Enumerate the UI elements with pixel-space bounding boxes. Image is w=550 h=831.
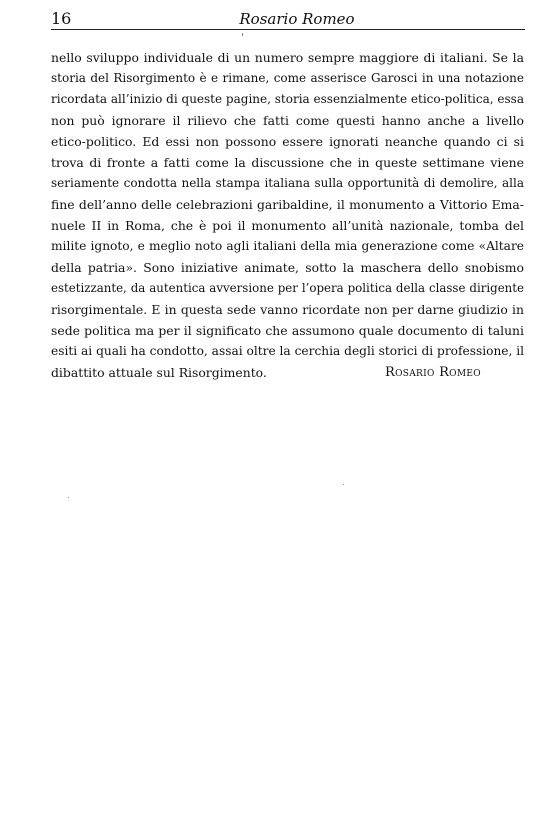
scan-speck	[343, 484, 344, 485]
body-paragraph	[51, 47, 524, 383]
text-line: sede politica ma per il significato che assumono quale documento di taluni	[51, 323, 524, 338]
text-line: milite ignoto, e meglio noto agli italiani della mia generazione come «Altare	[51, 239, 524, 253]
page-number: 16	[51, 9, 72, 28]
text-line: fine dell’anno delle celebrazioni garibaldine, il monumento a Vittorio Ema-	[51, 197, 524, 212]
header-rule	[51, 29, 525, 30]
page-header	[51, 10, 525, 29]
author-signature: Rosario Romeo	[385, 365, 481, 380]
text-line: risorgimentale. E in questa sede vanno ricordate non per darne giudizio in	[51, 302, 524, 317]
text-line: trova di fronte a fatti come la discussione che in queste settimane viene	[51, 155, 524, 170]
text-line: nello sviluppo individuale di un numero sempre maggiore di italiani. Se la	[51, 50, 524, 65]
text-line: esiti ai quali ha condotto, assai oltre la cerchia degli storici di professione, il	[51, 344, 525, 358]
running-title: Rosario Romeo	[239, 10, 355, 28]
text-line: seriamente condotta nella stampa italiana sulla opportunità di demolire, alla	[51, 176, 524, 190]
scan-speck	[68, 497, 69, 498]
text-line: storia del Risorgimento è e rimane, come asserisce Garosci in una notazione	[51, 71, 524, 85]
text-line: nuele II in Roma, che è poi il monumento all’unità nazionale, tomba del	[51, 218, 524, 233]
text-line: etico-politico. Ed essi non possono essere ignorati neanche quando ci si	[51, 134, 524, 149]
text-line: non può ignorare il rilievo che fatti come questi hanno anche a livello	[51, 113, 524, 128]
scan-speck	[242, 33, 243, 36]
text-line: della patria». Sono iniziative animate, sotto la maschera dello snobismo	[51, 260, 524, 275]
text-line: dibattito attuale sul Risorgimento.	[51, 365, 267, 380]
text-line: estetizzante, da autentica avversione per l’opera politica della classe dirigente	[51, 281, 524, 295]
text-line: ricordata all’inizio di queste pagine, storia essenzialmente etico-politica, essa	[51, 92, 524, 106]
